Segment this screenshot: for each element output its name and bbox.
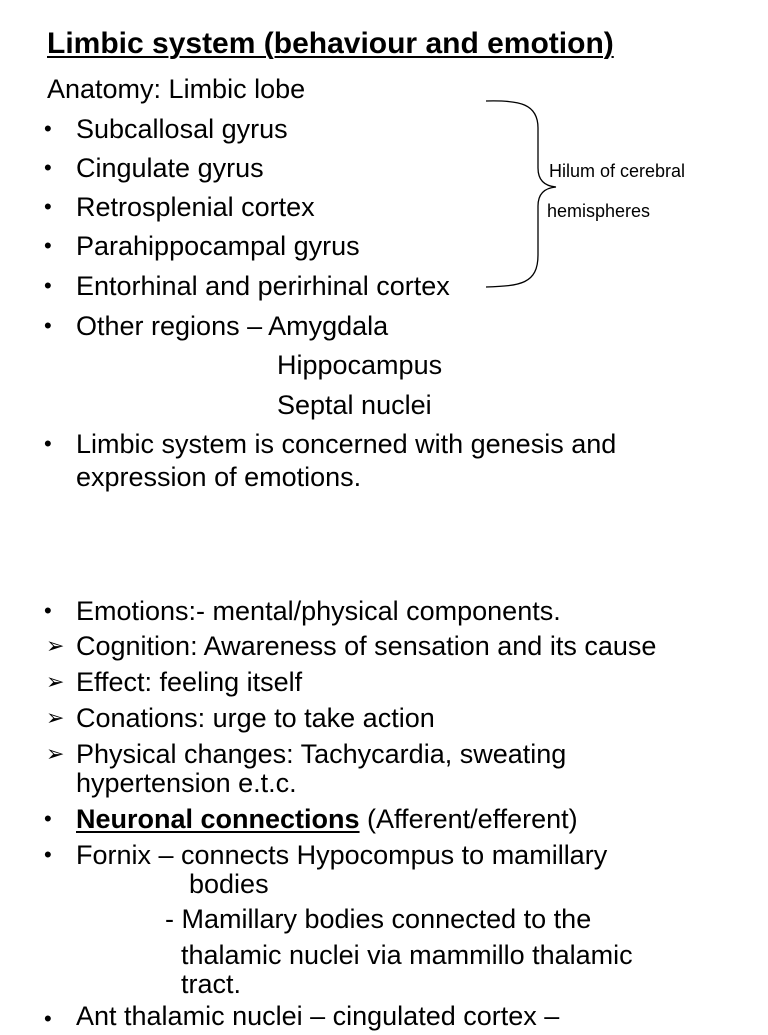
list-item: Cingulate gyrus: [76, 153, 264, 183]
list-item: Parahippocampal gyrus: [76, 231, 360, 261]
other-region-hippocampus: Hippocampus: [277, 350, 443, 380]
emotions-text: Emotions:- mental/physical components.: [76, 596, 561, 626]
component-cognition: Cognition: Awareness of sensation and its cause: [76, 631, 657, 661]
component-physical-cont: hypertension e.t.c.: [76, 768, 297, 798]
fornix-line1: Fornix – connects Hypocompus to mamillary: [76, 840, 608, 870]
list-item: Subcallosal gyrus: [76, 114, 288, 144]
other-region-septal: Septal nuclei: [277, 390, 432, 420]
limbic-concern-line1: Limbic system is concerned with genesis and: [76, 429, 617, 459]
bullet: •: [44, 313, 52, 338]
list-item: Retrosplenial cortex: [76, 192, 315, 222]
hilum-note-line2: hemispheres: [547, 201, 651, 221]
bullet: •: [44, 806, 52, 831]
bullet: •: [44, 155, 52, 180]
bullet: •: [44, 194, 52, 219]
page-title: Limbic system (behaviour and emotion): [47, 27, 614, 60]
list-item: Entorhinal and perirhinal cortex: [76, 271, 450, 301]
neuronal-heading: Neuronal connections: [76, 804, 360, 834]
bullet: •: [44, 273, 52, 298]
fornix-line5: tract.: [181, 969, 242, 999]
fornix-line4: thalamic nuclei via mammillo thalamic: [181, 940, 633, 970]
component-conations: Conations: urge to take action: [76, 703, 435, 733]
arrow-bullet-icon: ➢: [46, 705, 65, 730]
hilum-note-line1: Hilum of cerebral: [549, 161, 686, 181]
limbic-concern-line2: expression of emotions.: [76, 462, 362, 492]
anatomy-heading: Anatomy: Limbic lobe: [47, 74, 306, 104]
bullet: •: [44, 233, 52, 258]
ant-thalamic-line: Ant thalamic nuclei – cingulated cortex –: [76, 1001, 560, 1031]
neuronal-connections: [76, 803, 578, 835]
arrow-bullet-icon: ➢: [46, 669, 65, 694]
bullet: •: [44, 842, 52, 867]
fornix-line3: - Mamillary bodies connected to the: [165, 904, 592, 934]
component-effect: Effect: feeling itself: [76, 667, 303, 697]
other-regions-label: Other regions – Amygdala: [76, 311, 389, 341]
component-physical: Physical changes: Tachycardia, sweating: [76, 739, 567, 769]
bullet: •: [44, 1006, 52, 1031]
bullet: •: [44, 598, 52, 623]
neuronal-rest: (Afferent/efferent): [359, 804, 578, 834]
fornix-line2: bodies: [189, 869, 269, 899]
arrow-bullet-icon: ➢: [46, 741, 65, 766]
bullet: •: [44, 116, 52, 141]
bullet: •: [44, 431, 52, 456]
arrow-bullet-icon: ➢: [46, 633, 65, 658]
